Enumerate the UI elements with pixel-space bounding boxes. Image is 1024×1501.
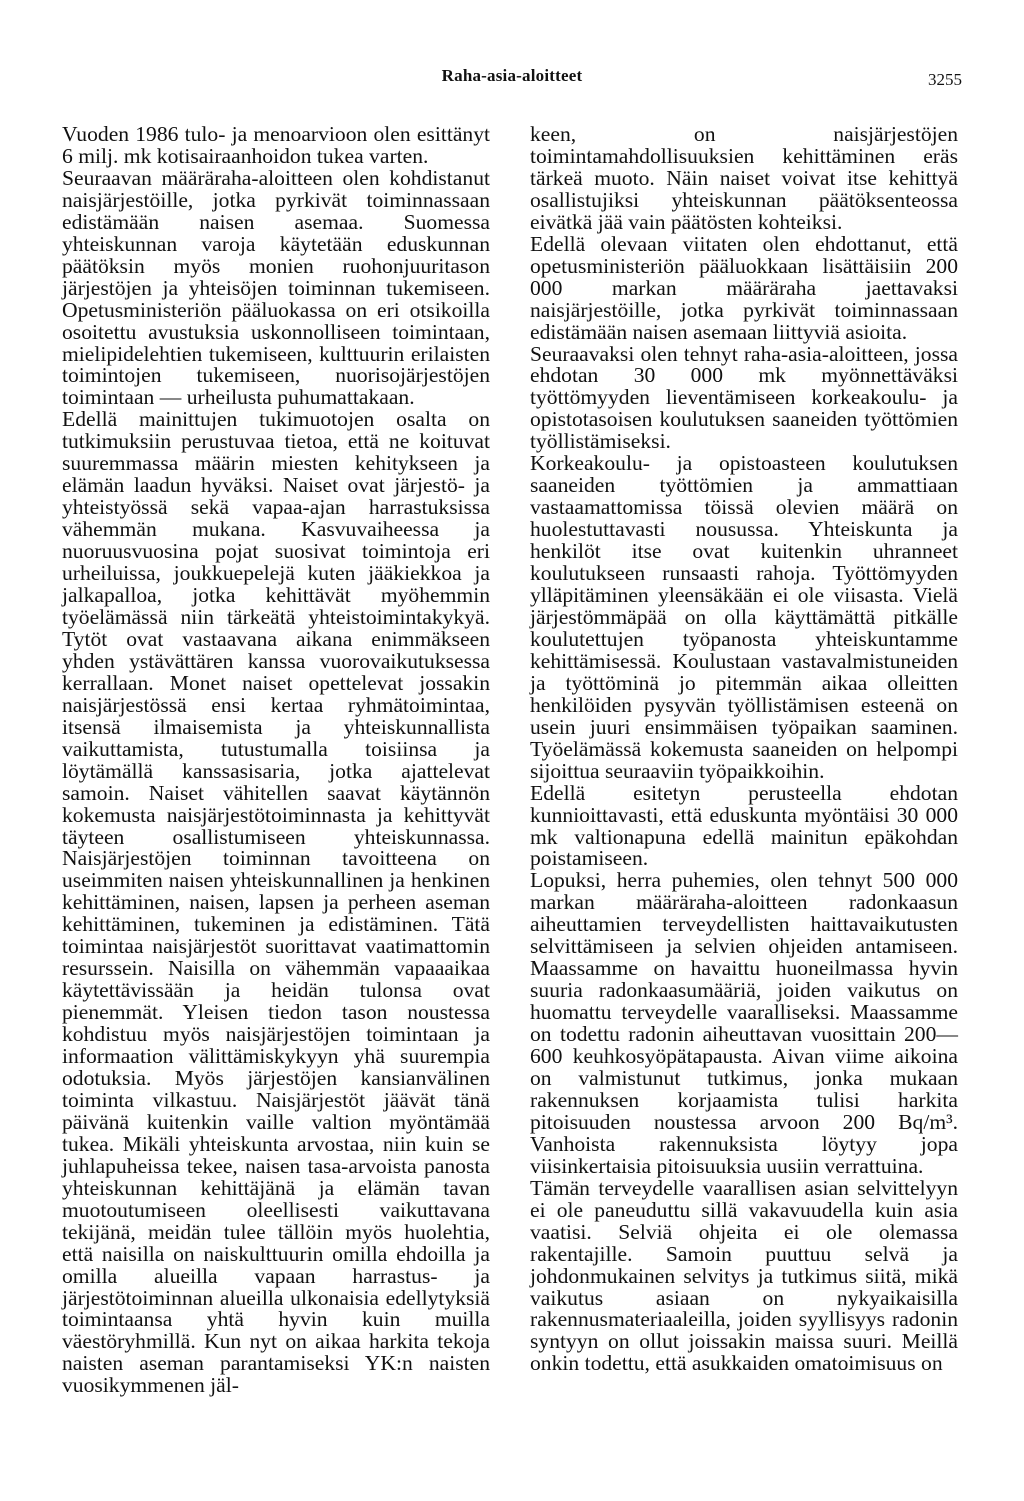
paragraph: Edellä olevaan viitaten olen ehdottanut, että opetusministeriön pääluokkaan lisättäisiin 200 000 markan määräraha jaettavaksi naisjärjestöille, jotka pyrkivät toiminnassaan edistämään naisen asemaan liittyviä asioita.	[530, 231, 958, 344]
paragraph: keen, on naisjärjestöjen toimintamahdollisuuksien kehittäminen eräs tärkeä muoto. Näin naiset voivat itse kehittyä osallistujiksi yhteiskunnan päätöksenteossa eivätkä jää vain päätösten kohteiksi.	[530, 122, 958, 234]
left-column	[62, 124, 490, 1397]
running-header: Raha-asia-aloitteet	[441, 66, 583, 85]
paragraph: Tämän terveydelle vaarallisen asian selvittelyyn ei ole paneuduttu sillä vakavuudella kuin asia vaatisi. Selviä ohjeita ei ole olemassa rakentajille. Samoin puuttuu selvä ja johdonmukainen selvitys ja tutkimus siitä, mikä vaikutus asiaan on nykyaikaisilla rakennusmateriaaleilla, joiden syyllisyys radonin syntyyn on ollut joissakin maissa suuri. Meillä onkin todettu, että asukkaiden omatoimisuus on	[530, 1175, 958, 1376]
paragraph: Lopuksi, herra puhemies, olen tehnyt 500 000 markan määräraha-aloitteen radonkaasun aiheuttamien terveydellisten haittavaikutusten selvittämiseen ja selvien ohjeiden antamiseen. Maassamme on havaittu huoneilmassa hyvin suuria radonkaasumääriä, joiden vaikutus on huomattu terveydelle vaaralliseksi. Maassamme on todettu radonin aiheuttavan vuosittain 200—600 keuhkosyöpätapausta. Aivan viime aikoina on valmistunut tutkimus, jonka mukaan rakennuksen korjaamista tulisi harkita pitoisuuden noustessa arvoon 200 Bq/m³. Vanhoista rakennuksista löytyy jopa viisinkertaisia pitoisuuksia uusiin verrattuina.	[530, 868, 958, 1178]
paragraph: Seuraavan määräraha-aloitteen olen kohdistanut naisjärjestöille, jotka pyrkivät toiminnassaan edistämään naisen asemaa. Suomessa yhteiskunnan varoja käytetään eduskunnan päätöksin myös monien ruohonjuuritason järjestöjen ja yhteisöjen toiminnan tukemiseen. Opetusministeriön pääluokassa on eri otsikoilla osoitettu avustuksia uskonnolliseen toimintaan, mielipidelehtien tukemiseen, kulttuurin erilaisten toimintojen tukemiseen, nuorisojärjestöjen toimintaan — urheilusta puhumattakaan.	[62, 165, 490, 410]
paragraph: Edellä mainittujen tukimuotojen osalta on tutkimuksiin perustuvaa tietoa, että ne koituvat suuremmassa määrin miesten kehitykseen ja elämän laadun hyväksi. Naiset ovat järjestö- ja yhteistyössä sekä vapaa-ajan harrastuksissa vähemmän mukana. Kasvuvaiheessa ja nuoruusvuosina pojat suosivat toimintoja eri urheiluissa, joukkuepelejä kuten jääkiekkoa ja jalkapalloa, jotka kehittävät myöhemmin työelämässä niin tärkeätä yhteistoimintakykyä. Tytöt ovat vastaavana aikana enimmäkseen yhden ystävättären kanssa vuorovaikutuksessa kerrallaan. Monet naiset opettelevat jossakin naisjärjestössä ensi kertaa ryhmätoimintaa, itsensä ilmaisemista ja yhteiskunnallista vaikuttamista, tutustumalla toisiinsa ja löytämällä kanssasisaria, jotka ajattelevat samoin. Naiset vähitellen saavat käytännön kokemusta naisjärjestötoiminnasta ja kehittyvät täyteen osallistumiseen yhteiskunnassa. Naisjärjestöjen toiminnan tavoitteena on useimmiten naisen yhteiskunnallinen ja henkinen kehittäminen, naisen, lapsen ja perheen aseman kehittäminen, tukeminen ja edistäminen. Tätä toimintaa naisjärjestöt suorittavat vaatimattomin resurssein. Naisilla on vähemmän vapaaaikaa käytettävissään ja heidän tulonsa ovat pienemmät. Yleisen tiedon tason noustessa kohdistuu myös naisjärjestöjen toimintaan ja informaation välittämiskykyyn yhä suurempia odotuksia. Myös järjestöjen kansianvälinen toiminta vilkastuu. Naisjärjestöt jäävät tänä päivänä kuitenkin vaille valtion myöntämää tukea. Mikäli yhteiskunta arvostaa, niin kuin se juhlapuheissa tekee, naisen tasa-arvoista panosta yhteiskunnan kehittäjänä ja elämän tavan muotoutumiseen oleellisesti vaikuttavana tekijänä, meidän tulee tällöin myös huolehtia, että naisilla on naiskulttuurin omilla ehdoilla ja omilla alueilla vapaan harrastus- ja järjestötoiminnan alueilla ulkonaisia edellytyksiä toimintaansa yhtä hyvin kuin muilla väestöryhmillä. Kun nyt on aikaa harkita tekoja naisten aseman parantamiseksi YK:n naisten vuosikymmenen jäl-	[62, 407, 490, 1398]
right-column	[530, 124, 958, 1375]
paragraph: Korkeakoulu- ja opistoasteen koulutuksen saaneiden työttömien ja ammattiaan vastaamattomissa töissä olevien määrä on huolestuttavasti nousussa. Yhteiskunta ja henkilöt itse ovat kuitenkin uhranneet koulutukseen runsaasti rahoja. Työttömyyden ylläpitäminen yleensäkään ei ole viisasta. Vielä järjestömmäpää on olla käyttämättä pitkälle koulutettujen työpanosta yhteiskuntamme kehittämisessä. Koulustaan vastavalmistuneiden ja työttöminä jo pitemmän aikaa olleitten henkilöiden pysyvän työllistämisen esteenä on usein juuri ensimmäisen työpaikan saaminen. Työelämässä kokemusta saaneiden on helpompi sijoittua seuraaviin työpaikkoihin.	[530, 451, 958, 783]
paragraph: Seuraavaksi olen tehnyt raha-asia-aloitteen, jossa ehdotan 30 000 mk myönnettäväksi työttömyyden lieventämiseen korkeakoulu- ja opistotasoisen koulutuksen saaneiden työttömien työllistämiseksi.	[530, 341, 958, 454]
page-number: 3255	[928, 70, 962, 89]
paragraph: Vuoden 1986 tulo- ja menoarvioon olen esittänyt 6 milj. mk kotisairaanhoidon tukea varten.	[62, 122, 490, 168]
paragraph: Edellä esitetyn perusteella ehdotan kunnioittavasti, että eduskunta myöntäisi 30 000 mk valtionapuna edellä mainitun epäkohdan poistamiseen.	[530, 780, 958, 871]
